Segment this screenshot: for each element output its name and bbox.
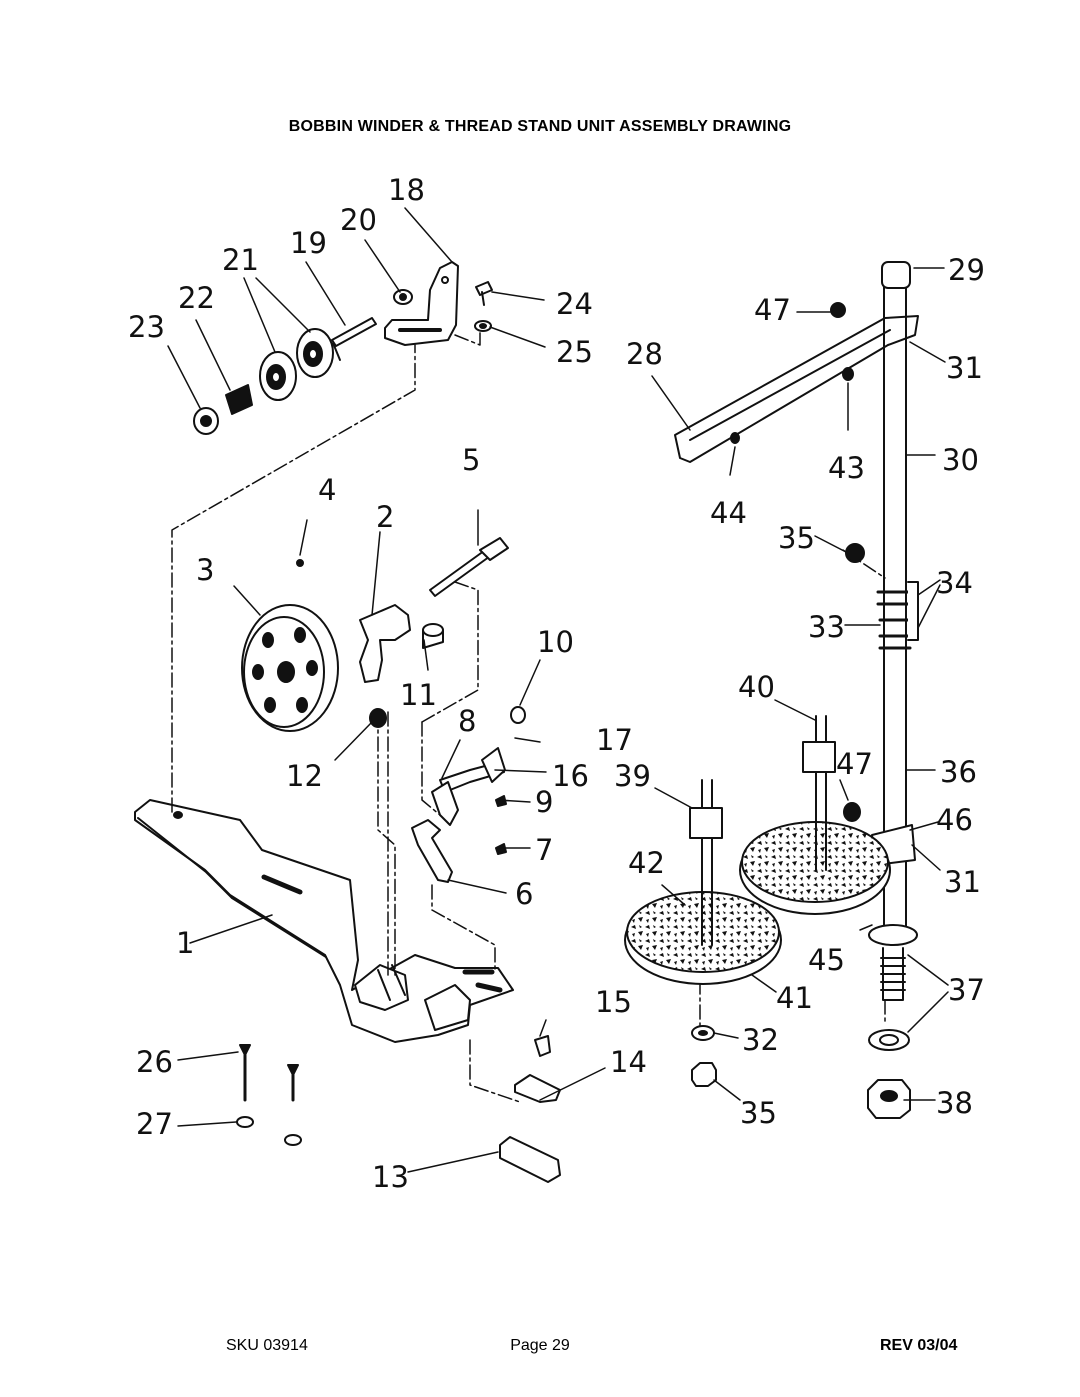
callout-10: 10: [537, 625, 574, 659]
callout-28: 28: [626, 337, 663, 371]
callout-36: 36: [940, 755, 977, 789]
callout-2: 2: [376, 500, 395, 534]
callout-32: 32: [742, 1023, 779, 1057]
callout-5: 5: [462, 443, 481, 477]
callout-31b: 31: [944, 865, 981, 899]
callout-16: 16: [552, 759, 589, 793]
callout-26: 26: [136, 1045, 173, 1079]
callout-3: 3: [196, 553, 215, 587]
callout-38: 38: [936, 1086, 973, 1120]
callout-42: 42: [628, 846, 665, 880]
callout-35b: 35: [740, 1096, 777, 1130]
callout-27: 27: [136, 1107, 173, 1141]
winder-bracket: [385, 262, 458, 345]
callout-1: 1: [176, 926, 195, 960]
callout-37: 37: [948, 973, 985, 1007]
callout-44: 44: [710, 496, 747, 530]
callout-30: 30: [942, 443, 979, 477]
callout-40: 40: [738, 670, 775, 704]
footer-sku: SKU 03914: [226, 1337, 308, 1354]
callout-43: 43: [828, 451, 865, 485]
callout-14: 14: [610, 1045, 647, 1079]
callout-17: 17: [596, 723, 633, 757]
callout-22: 22: [178, 281, 215, 315]
callout-20: 20: [340, 203, 377, 237]
callout-21: 21: [222, 243, 259, 277]
callout-6: 6: [515, 877, 534, 911]
callout-15: 15: [595, 985, 632, 1019]
callout-41: 41: [776, 981, 813, 1015]
callout-7: 7: [535, 833, 554, 867]
callout-23: 23: [128, 310, 165, 344]
stand-arm: [675, 316, 918, 462]
callout-34: 34: [936, 566, 973, 600]
callout-47a: 47: [754, 293, 791, 327]
callout-4: 4: [318, 473, 337, 507]
callout-29: 29: [948, 253, 985, 287]
callout-35a: 35: [778, 521, 815, 555]
callout-33: 33: [808, 610, 845, 644]
callout-46: 46: [936, 803, 973, 837]
callout-39: 39: [614, 759, 651, 793]
callout-47b: 47: [836, 747, 873, 781]
callout-25: 25: [556, 335, 593, 369]
callout-8: 8: [458, 704, 477, 738]
callout-13: 13: [372, 1160, 409, 1194]
callout-18: 18: [388, 173, 425, 207]
callout-9: 9: [535, 785, 554, 819]
page-title: BOBBIN WINDER & THREAD STAND UNIT ASSEMBLY DRAWING: [288, 118, 792, 135]
footer-page-number: Page 29: [510, 1337, 570, 1354]
callout-24: 24: [556, 287, 593, 321]
footer-revision: REV 03/04: [880, 1337, 958, 1354]
callout-12: 12: [286, 759, 323, 793]
callout-31a: 31: [946, 351, 983, 385]
callout-45: 45: [808, 943, 845, 977]
callout-19: 19: [290, 226, 327, 260]
callout-11: 11: [400, 678, 437, 712]
